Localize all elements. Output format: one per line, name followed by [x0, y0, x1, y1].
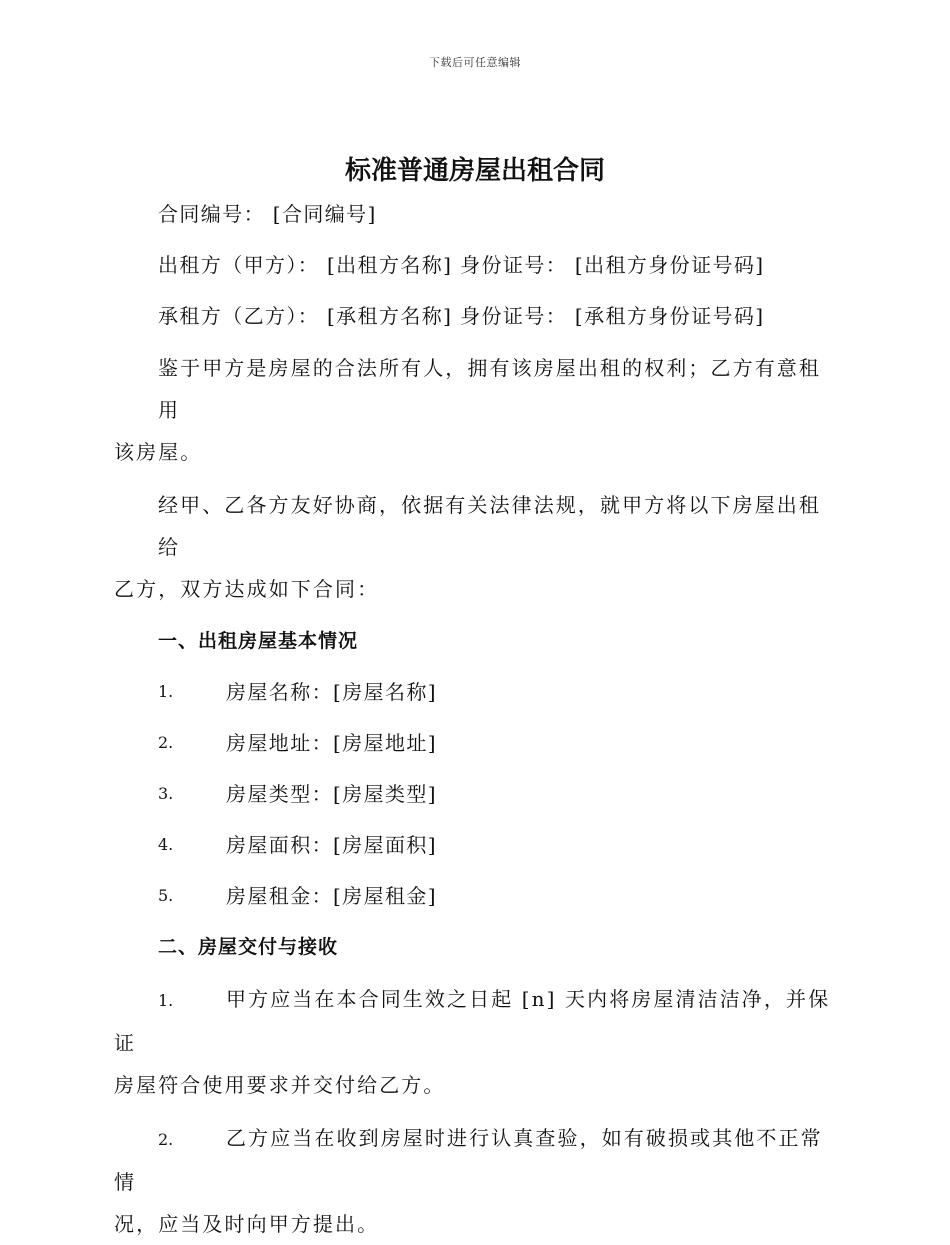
clause-line-2: 房屋符合使用要求并交付给乙方。: [114, 1073, 446, 1097]
list-item: [114, 825, 836, 865]
section-2-heading: 二、房屋交付与接收: [158, 936, 339, 958]
party-a-line: 出租方（甲方）： [出租方名称] 身份证号： [出租方身份证号码]: [158, 253, 765, 277]
clause-line-1: [114, 978, 836, 1064]
header-note: 下载后可任意编辑: [429, 56, 521, 69]
list-number: 4.: [158, 835, 174, 854]
list-number: 5.: [158, 886, 174, 905]
list-text: 房屋面积：[房屋面积]: [226, 833, 438, 857]
clause-line-1: [114, 1117, 836, 1203]
intro-2-line-1: 经甲、乙各方友好协商，依据有关法律法规，就甲方将以下房屋出租给: [158, 493, 821, 559]
clause-number: 2.: [158, 1130, 174, 1149]
list-item: [114, 774, 836, 814]
intro-1-line-1: 鉴于甲方是房屋的合法所有人，拥有该房屋出租的权利；乙方有意租用: [158, 356, 821, 422]
document-title: 标准普通房屋出租合同: [344, 156, 605, 186]
list-number: 2.: [158, 733, 174, 752]
clause-line-2: 况，应当及时向甲方提出。: [114, 1212, 380, 1236]
list-text: 房屋名称：[房屋名称]: [226, 680, 438, 704]
intro-paragraph-2: [114, 484, 836, 610]
list-text: 房屋地址：[房屋地址]: [226, 731, 438, 755]
section-1-heading: 一、出租房屋基本情况: [158, 630, 359, 652]
intro-1-line-2: 该房屋。: [114, 440, 203, 464]
document-body: [114, 194, 836, 1245]
clause-number: 1.: [158, 991, 174, 1010]
clause-text-1: 乙方应当在收到房屋时进行认真查验，如有破损或其他不正常情: [114, 1126, 823, 1194]
list-item: [114, 672, 836, 712]
list-number: 1.: [158, 682, 174, 701]
list-text: 房屋租金：[房屋租金]: [226, 884, 438, 908]
intro-paragraph-1: [114, 347, 836, 473]
list-item: [114, 723, 836, 763]
clause-item: [114, 978, 836, 1106]
party-b-line: 承租方（乙方）： [承租方名称] 身份证号： [承租方身份证号码]: [158, 304, 765, 328]
contract-number: 合同编号： [合同编号]: [158, 202, 377, 226]
clause-item: [114, 1117, 836, 1245]
list-item: [114, 876, 836, 916]
list-text: 房屋类型：[房屋类型]: [226, 782, 438, 806]
intro-2-line-2: 乙方，双方达成如下合同：: [114, 577, 380, 601]
list-number: 3.: [158, 784, 174, 803]
clause-text-1: 甲方应当在本合同生效之日起 [n] 天内将房屋清洁洁净，并保证: [114, 987, 831, 1055]
